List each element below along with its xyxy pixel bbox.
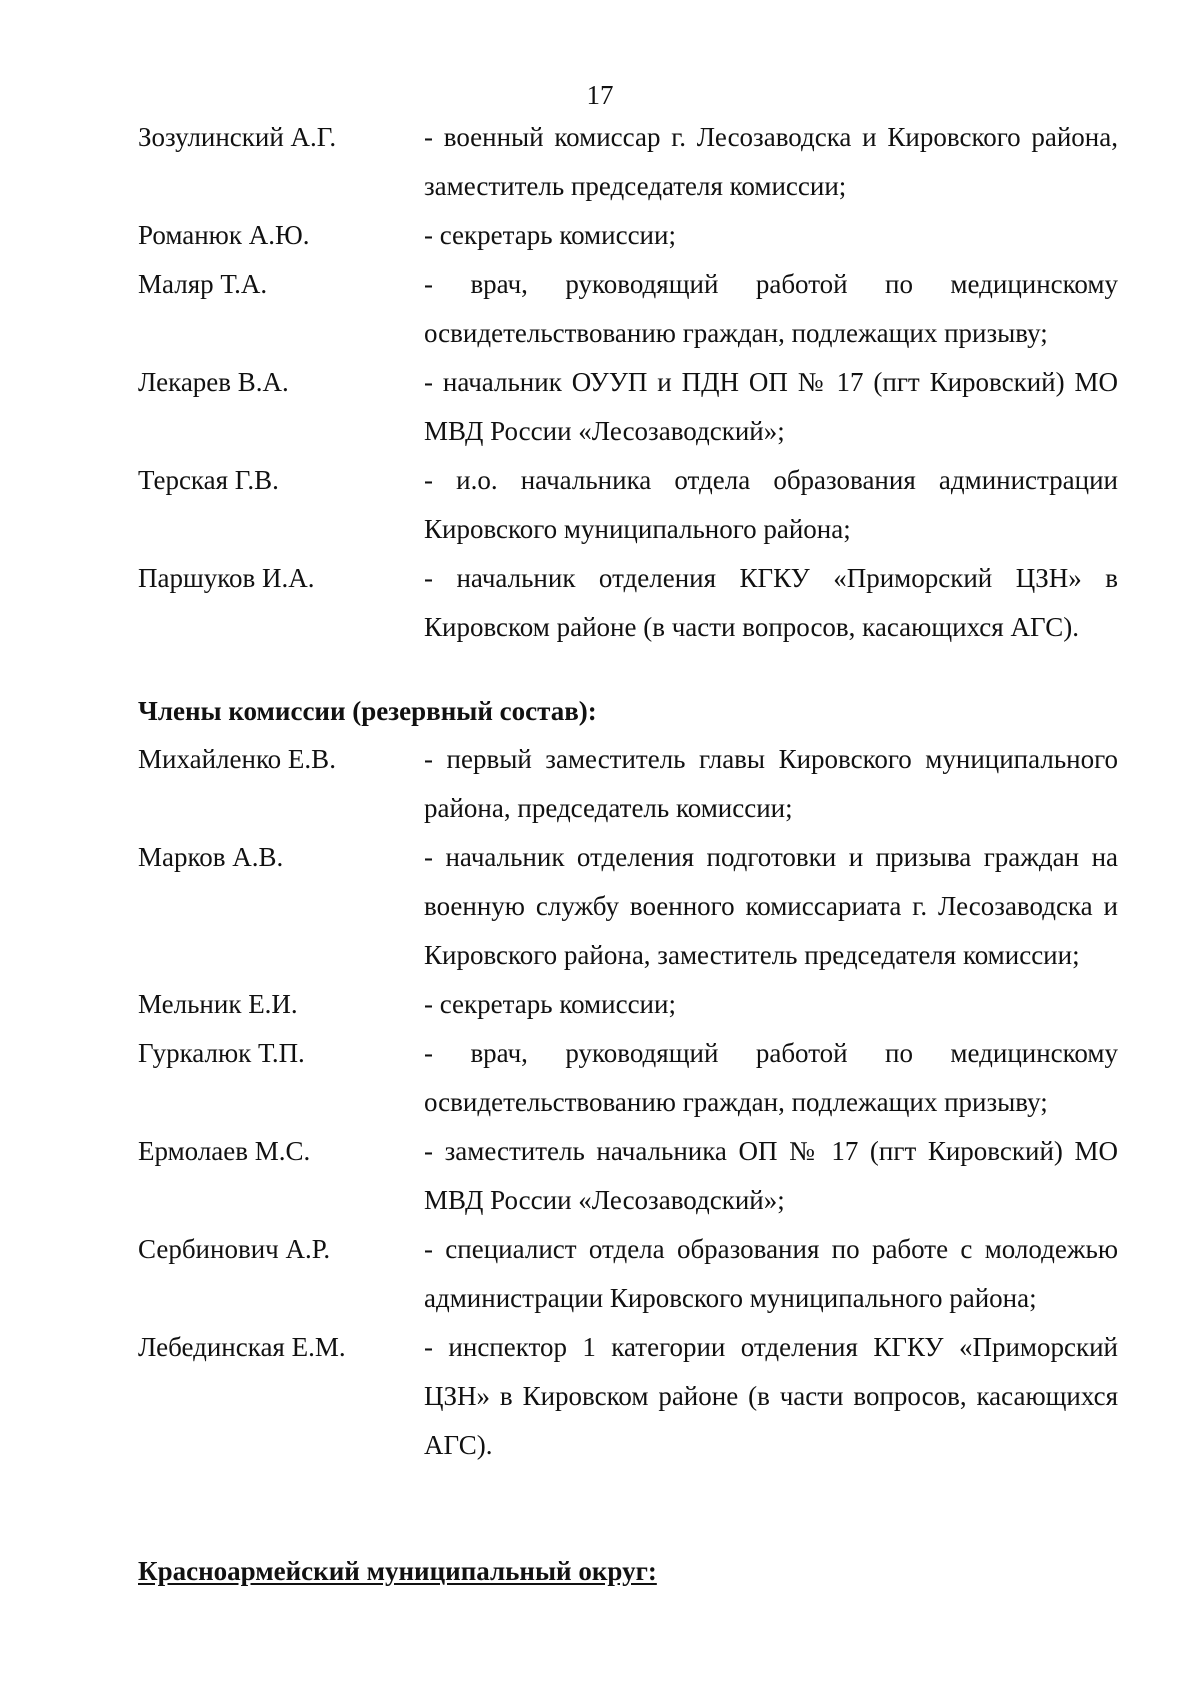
member-entry bbox=[138, 1029, 1118, 1127]
member-entry bbox=[138, 456, 1118, 554]
member-name: Ермолаев М.С. bbox=[138, 1136, 311, 1166]
member-role: - инспектор 1 категории отделения КГКУ «Приморский ЦЗН» в Кировском районе (в части вопросов, касающихся АГС). bbox=[424, 1332, 1118, 1460]
member-name: Терская Г.В. bbox=[138, 465, 279, 495]
reserve-members-list bbox=[138, 735, 1118, 1470]
member-role: - врач, руководящий работой по медицинскому освидетельствованию граждан, подлежащих призыву; bbox=[424, 269, 1118, 348]
member-entry bbox=[138, 260, 1118, 358]
member-role: - и.о. начальника отдела образования администрации Кировского муниципального района; bbox=[424, 465, 1118, 544]
reserve-members-heading: Члены комиссии (резервный состав): bbox=[138, 696, 597, 726]
member-entry bbox=[138, 113, 1118, 211]
member-role: - заместитель начальника ОП № 17 (пгт Кировский) МО МВД России «Лесозаводский»; bbox=[424, 1136, 1118, 1215]
member-role: - начальник ОУУП и ПДН ОП № 17 (пгт Кировский) МО МВД России «Лесозаводский»; bbox=[424, 367, 1118, 446]
member-name: Марков А.В. bbox=[138, 842, 284, 872]
member-role: - секретарь комиссии; bbox=[424, 220, 676, 250]
commission-members-list bbox=[138, 113, 1118, 652]
district-heading: Красноармейский муниципальный округ: bbox=[138, 1556, 657, 1586]
member-role: - специалист отдела образования по работе с молодежью администрации Кировского муниципального района; bbox=[424, 1234, 1118, 1313]
member-name: Лебединская Е.М. bbox=[138, 1332, 346, 1362]
member-entry bbox=[138, 833, 1118, 980]
member-role: - начальник отделения подготовки и призыва граждан на военную службу военного комиссариата г. Лесозаводска и Кировского района, заместитель председателя комиссии; bbox=[424, 842, 1118, 970]
member-name: Зозулинский А.Г. bbox=[138, 122, 337, 152]
page-number: 17 bbox=[586, 80, 614, 110]
member-entry bbox=[138, 980, 1118, 1029]
member-role: - секретарь комиссии; bbox=[424, 989, 676, 1019]
member-entry bbox=[138, 1225, 1118, 1323]
member-entry bbox=[138, 358, 1118, 456]
member-name: Паршуков И.А. bbox=[138, 563, 315, 593]
member-entry bbox=[138, 554, 1118, 652]
member-name: Маляр Т.А. bbox=[138, 269, 268, 299]
member-role: - военный комиссар г. Лесозаводска и Кировского района, заместитель председателя комиссии; bbox=[424, 122, 1118, 201]
member-name: Сербинович А.Р. bbox=[138, 1234, 331, 1264]
member-entry bbox=[138, 211, 1118, 260]
member-role: - первый заместитель главы Кировского муниципального района, председатель комиссии; bbox=[424, 744, 1118, 823]
member-name: Мельник Е.И. bbox=[138, 989, 298, 1019]
member-name: Романюк А.Ю. bbox=[138, 220, 310, 250]
member-entry bbox=[138, 1323, 1118, 1470]
member-name: Лекарев В.А. bbox=[138, 367, 289, 397]
member-entry bbox=[138, 1127, 1118, 1225]
member-entry bbox=[138, 735, 1118, 833]
member-name: Михайленко Е.В. bbox=[138, 744, 336, 774]
member-name: Гуркалюк Т.П. bbox=[138, 1038, 305, 1068]
member-role: - начальник отделения КГКУ «Приморский ЦЗН» в Кировском районе (в части вопросов, касающихся АГС). bbox=[424, 563, 1118, 642]
member-role: - врач, руководящий работой по медицинскому освидетельствованию граждан, подлежащих призыву; bbox=[424, 1038, 1118, 1117]
